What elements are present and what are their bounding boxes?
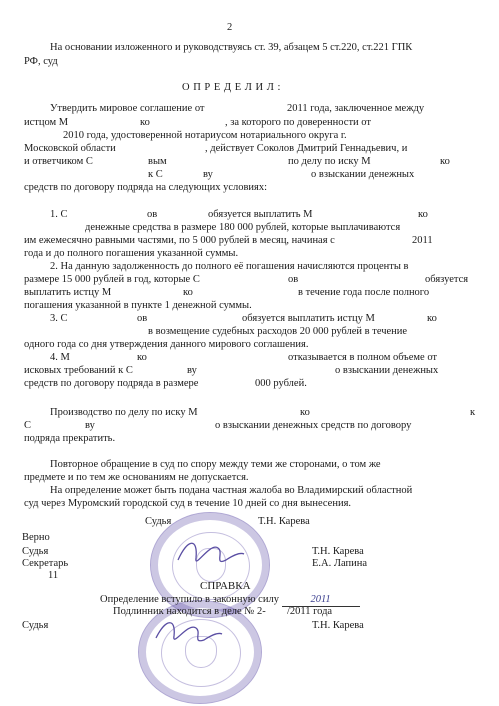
judge2-name: Т.Н. Карева bbox=[312, 546, 364, 557]
text-line: им ежемесячно равными частями, по 5 000 рублей в месяц, начиная с bbox=[24, 235, 335, 246]
text-line: средств по договору подряда на следующих условиях: bbox=[24, 182, 268, 193]
text-line: 2010 года, удостоверенной нотариусом нотариального округа г. bbox=[63, 130, 347, 141]
text-line: и ответчиком С bbox=[24, 156, 93, 167]
text-line: в возмещение судебных расходов 20 000 рублей в течение bbox=[148, 326, 408, 337]
text-line: подряда прекратить. bbox=[24, 433, 116, 444]
page-number: 2 bbox=[227, 22, 233, 33]
text-line: средств по договору подряда в размере bbox=[24, 378, 199, 389]
text-line: одного года со дня утверждения данного мирового соглашения. bbox=[24, 339, 309, 350]
text-line: ву bbox=[187, 365, 197, 376]
text-line: предмете и по тем же основаниям не допускается. bbox=[24, 472, 249, 483]
text-line: Производство по делу по иску М bbox=[50, 407, 198, 418]
text-line: ко bbox=[183, 287, 193, 298]
text-line: ов bbox=[137, 313, 148, 324]
text-line: ко bbox=[137, 352, 147, 363]
intro-line-1: На основании изложенного и руководствуясь ст. 39, абзацем 5 ст.220, ст.221 ГПК bbox=[50, 42, 413, 53]
text-line: Утвердить мировое соглашение от bbox=[50, 103, 205, 114]
text-line: ко bbox=[300, 407, 310, 418]
text-line: суд через Муромский городской суд в течение 10 дней со дня вынесения. bbox=[24, 498, 352, 509]
text-line: , действует Соколов Дмитрий Геннадьевич, и bbox=[205, 143, 408, 154]
entry-date: 2011 bbox=[282, 594, 360, 607]
text-line: обязуется выплатить М bbox=[208, 209, 313, 220]
text-line: к С bbox=[148, 169, 163, 180]
text-line: ву bbox=[85, 420, 95, 431]
spravka-text: Подлинник находится в деле № 2- bbox=[113, 606, 266, 617]
text-line: ко bbox=[140, 117, 150, 128]
text-line: ов bbox=[147, 209, 158, 220]
text-line: 4. М bbox=[50, 352, 70, 363]
text-line: отказывается в полном объеме от bbox=[288, 352, 438, 363]
heading: О П Р Е Д Е Л И Л : bbox=[182, 82, 281, 93]
judge-name: Т.Н. Карева bbox=[258, 516, 310, 527]
judge2-label: Судья bbox=[22, 546, 49, 557]
text-line: в течение года после полного bbox=[298, 287, 430, 298]
text-line: вым bbox=[148, 156, 167, 167]
text-line: 000 рублей. bbox=[255, 378, 307, 389]
text-line: 3. С bbox=[50, 313, 68, 324]
spravka-judge-label: Судья bbox=[22, 620, 49, 631]
secretary-name: Е.А. Лапина bbox=[312, 558, 368, 569]
text-line: Московской области bbox=[24, 143, 116, 154]
text-line: погашения указанной в пункте 1 денежной суммы. bbox=[24, 300, 252, 311]
spravka-line-2 bbox=[113, 606, 332, 618]
judge-label: Судья bbox=[145, 516, 172, 527]
text-line: 2011 bbox=[412, 235, 433, 246]
text-line: к bbox=[470, 407, 476, 418]
text-line: 2011 года, заключенное между bbox=[287, 103, 425, 114]
text-line: выплатить истцу М bbox=[24, 287, 112, 298]
text-line: обязуется выплатить истцу М bbox=[242, 313, 375, 324]
text-line: ов bbox=[288, 274, 299, 285]
text-line: 1. С bbox=[50, 209, 68, 220]
text-line: года и до полного погашения указанной суммы. bbox=[24, 248, 239, 259]
text-line: ко bbox=[440, 156, 450, 167]
text-line: ко bbox=[427, 313, 437, 324]
text-line: размере 15 000 рублей в год, которые С bbox=[24, 274, 200, 285]
text-line: 2. На данную задолженность до полного её погашения начисляются проценты в bbox=[50, 261, 409, 272]
text-line: о взыскании денежных средств по договору bbox=[215, 420, 412, 431]
spravka-judge-name: Т.Н. Карева bbox=[312, 620, 364, 631]
secretary-number: 11 bbox=[48, 570, 59, 581]
text-line: по делу по иску М bbox=[288, 156, 371, 167]
text-line: , за которого по доверенности от bbox=[225, 117, 371, 128]
text-line: о взыскании денежных bbox=[335, 365, 439, 376]
verno-label: Верно bbox=[22, 532, 50, 543]
text-line: исковых требований к С bbox=[24, 365, 133, 376]
spravka-text: Определение вступило в законную силу bbox=[100, 594, 279, 605]
text-line: обязуется bbox=[425, 274, 469, 285]
text-line: С bbox=[24, 420, 32, 431]
secretary-label: Секретарь bbox=[22, 558, 69, 569]
judge-signature bbox=[150, 612, 230, 656]
judge-signature bbox=[170, 530, 250, 580]
text-line: На определение может быть подана частная жалоба во Владимирский областной bbox=[50, 485, 413, 496]
text-line: Повторное обращение в суд по спору между теми же сторонами, о том же bbox=[50, 459, 381, 470]
text-line: денежные средства в размере 180 000 рублей, которые выплачиваются bbox=[85, 222, 401, 233]
text-line: о взыскании денежных bbox=[311, 169, 415, 180]
spravka-text: /2011 года bbox=[286, 606, 333, 617]
text-line: ву bbox=[203, 169, 213, 180]
intro-line-2: РФ, суд bbox=[24, 56, 58, 67]
text-line: истцом М bbox=[24, 117, 69, 128]
text-line: ко bbox=[418, 209, 428, 220]
spravka-title: СПРАВКА bbox=[200, 580, 251, 592]
